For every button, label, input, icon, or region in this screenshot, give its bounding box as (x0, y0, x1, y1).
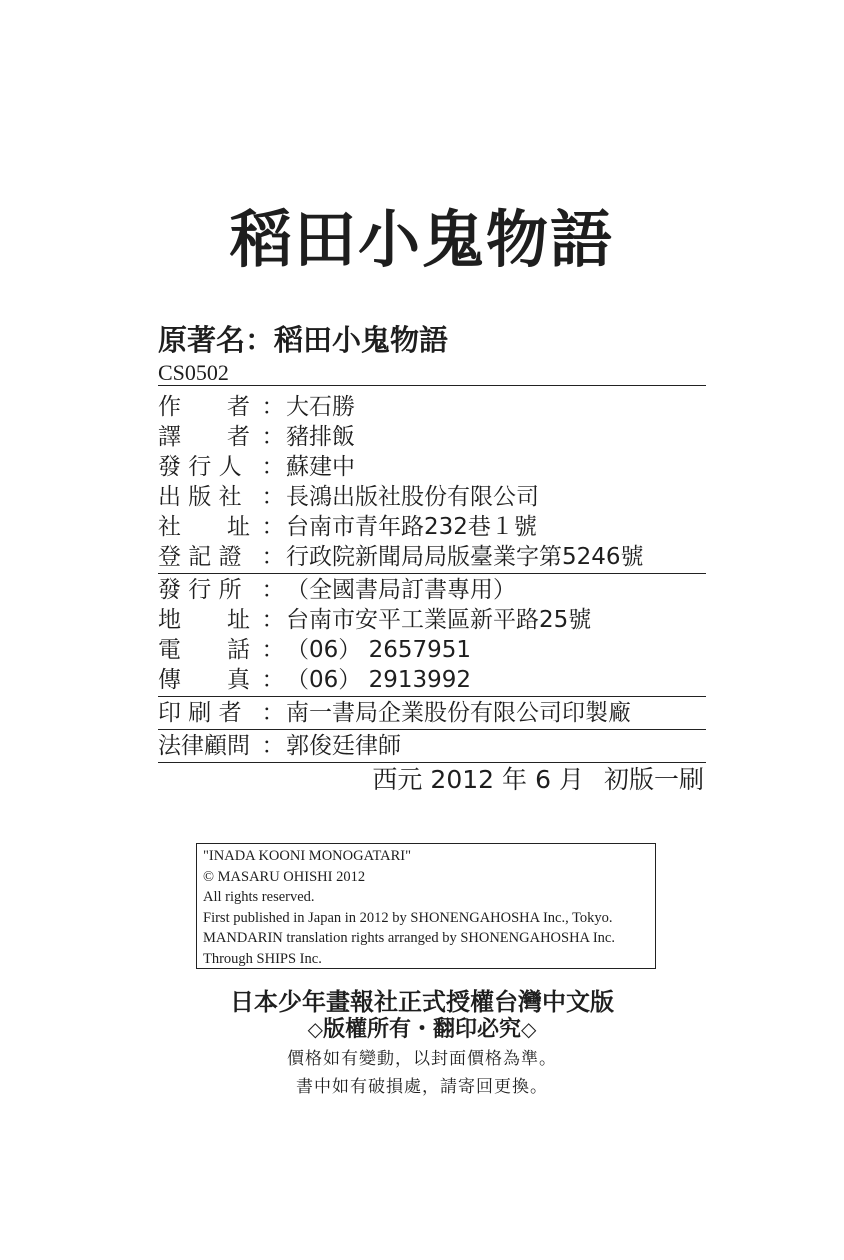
credit-address (158, 512, 537, 542)
dist-value: （全國書局訂書專用） (286, 577, 516, 603)
dist-value: 台南市安平工業區新平路25號 (286, 607, 592, 633)
separator: ： (261, 454, 285, 480)
credit-value: 長鴻出版社股份有限公司 (286, 484, 539, 510)
separator: ： (261, 637, 285, 663)
legal-value: 郭俊廷律師 (286, 733, 401, 759)
credit-publisher (158, 482, 539, 512)
price-note: 價格如有變動，以封面價格為準。 (287, 1049, 557, 1069)
separator: ： (261, 577, 285, 603)
divider (158, 729, 706, 730)
dist-label: 地 址 (158, 607, 250, 633)
dist-office (158, 575, 516, 605)
rights-line: Through SHIPS Inc. (203, 950, 322, 967)
separator: ： (261, 667, 285, 693)
separator: ： (261, 700, 285, 726)
edition-line (364, 760, 704, 796)
rights-line: All rights reserved. (203, 889, 315, 905)
credit-value: 行政院新聞局局版臺業字第5246號 (286, 544, 644, 570)
dist-address (158, 605, 591, 635)
credit-author (158, 392, 355, 422)
rights-box (196, 843, 656, 969)
rights-line: MANDARIN translation rights arranged by SHONENGAHOSHA Inc. (203, 930, 615, 946)
dist-value: （06） 2913992 (286, 667, 472, 693)
legal-label: 法律顧問 (158, 733, 250, 759)
credit-label: 發 行 人 (158, 454, 242, 480)
credit-label: 登 記 證 (158, 544, 242, 570)
credit-label: 社 址 (158, 514, 250, 540)
book-title: 稻田小鬼物語 (229, 203, 614, 276)
dist-label: 電 話 (158, 637, 250, 663)
edition-month-unit: 月 (558, 765, 584, 794)
legal-counsel (158, 731, 401, 761)
original-title: 原著名：稻田小鬼物語 (158, 323, 449, 357)
separator: ： (261, 733, 285, 759)
rights-reserved (0, 1012, 844, 1043)
rights-line: "INADA KOONI MONOGATARI" (203, 848, 412, 864)
separator: ： (261, 394, 285, 420)
credit-label: 作 者 (158, 394, 250, 420)
credit-value: 蘇建中 (286, 454, 355, 480)
catalog-code: CS0502 (158, 360, 229, 385)
edition-month: 6 (535, 765, 551, 794)
separator: ： (261, 484, 285, 510)
separator: ： (261, 607, 285, 633)
rights-reserved-text: 版權所有・翻印必究 (322, 1017, 521, 1042)
credit-label: 譯 者 (158, 424, 250, 450)
dist-phone (158, 635, 471, 665)
rights-line: First published in Japan in 2012 by SHONENGAHOSHA Inc., Tokyo. (203, 909, 613, 926)
dist-value: （06） 2657951 (286, 637, 472, 663)
diamond-icon: ◇ (307, 1017, 323, 1041)
divider (158, 573, 706, 574)
divider (158, 385, 706, 386)
edition-year: 2012 (430, 765, 495, 794)
separator: ： (261, 424, 285, 450)
separator: ： (261, 544, 285, 570)
edition-printing: 初版一刷 (603, 765, 704, 794)
credit-value: 台南市青年路232巷１號 (286, 514, 537, 540)
diamond-icon: ◇ (521, 1017, 537, 1041)
damage-note: 書中如有破損處，請寄回更換。 (296, 1077, 548, 1097)
dist-fax (158, 665, 471, 695)
credit-value: 豬排飯 (286, 424, 355, 450)
dist-label: 傳 真 (158, 667, 250, 693)
license-statement: 日本少年畫報社正式授權台灣中文版 (230, 988, 614, 1016)
printer-label: 印 刷 者 (158, 700, 242, 726)
rights-line: © MASARU OHISHI 2012 (203, 868, 366, 885)
edition-year-unit: 年 (502, 765, 528, 794)
credit-label: 出 版 社 (158, 484, 242, 510)
divider (158, 696, 706, 697)
edition-era: 西元 (372, 765, 423, 794)
printer (158, 698, 631, 728)
credit-registration (158, 542, 644, 572)
separator: ： (261, 514, 285, 540)
printer-value: 南一書局企業股份有限公司印製廠 (286, 700, 631, 726)
credit-value: 大石勝 (286, 394, 355, 420)
credit-translator (158, 422, 355, 452)
dist-label: 發 行 所 (158, 577, 242, 603)
credit-publisher-person (158, 452, 355, 482)
